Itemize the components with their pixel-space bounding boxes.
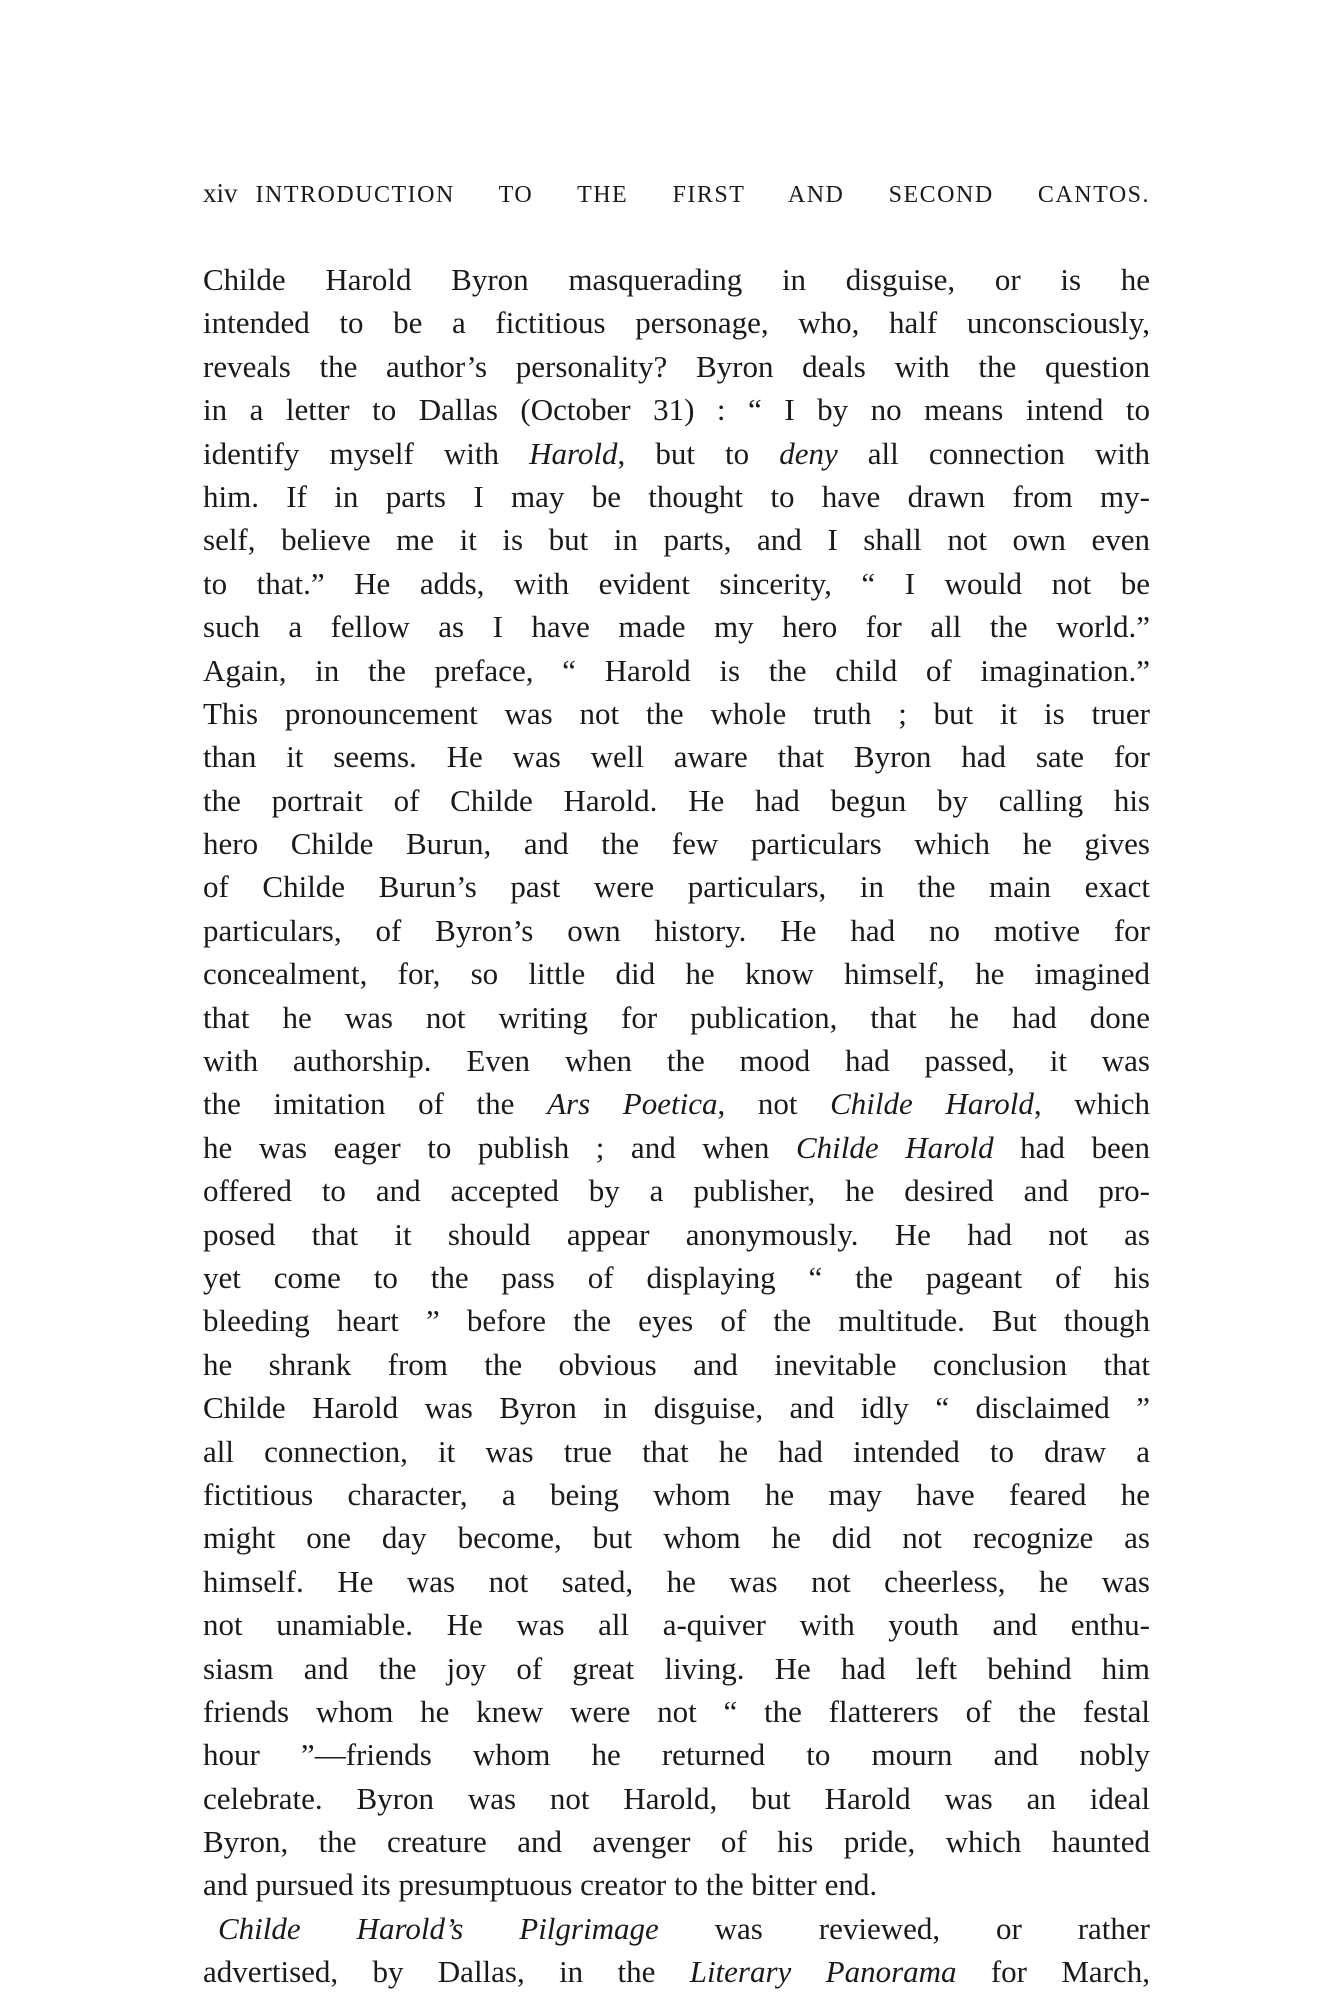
text-line xyxy=(203,779,1150,822)
text-line xyxy=(203,475,1150,518)
text-line xyxy=(203,865,1150,908)
text-segment: for March, xyxy=(956,1954,1150,1990)
text-segment: Byron, the creature and avenger of his pride, which haunted xyxy=(203,1824,1150,1860)
text-line xyxy=(203,1733,1150,1776)
text-line xyxy=(203,1473,1150,1516)
text-line xyxy=(203,692,1150,735)
text-segment: hour ”—friends whom he returned to mourn and nobly xyxy=(203,1737,1150,1773)
text-segment: advertised, by Dallas, in the xyxy=(203,1954,690,1990)
text-segment: friends whom he knew were not “ the flatterers of the festal xyxy=(203,1693,1150,1729)
text-segment: the portrait of Childe Harold. He had begun by calling his xyxy=(203,782,1150,818)
text-segment: in a letter to Dallas (October 31) : “ I by no means intend to xyxy=(203,392,1150,428)
text-segment: that he was not writing for publication, that he had done xyxy=(203,999,1150,1035)
text-line xyxy=(203,1647,1150,1690)
text-line xyxy=(203,518,1150,561)
text-segment: intended to be a fictitious personage, who, half unconsciously, xyxy=(203,305,1150,341)
text-line xyxy=(203,1039,1150,1082)
text-segment: Childe Harold was Byron in disguise, and idly “ disclaimed ” xyxy=(203,1390,1150,1426)
text-line xyxy=(203,822,1150,865)
italic-title: Literary Panorama xyxy=(689,1954,957,1990)
text-segment: particulars, of Byron’s own history. He had no motive for xyxy=(203,912,1150,948)
italic-title: Harold xyxy=(529,435,618,471)
running-title: INTRODUCTION TO THE FIRST AND SECOND CANTOS. xyxy=(255,182,1150,208)
text-segment: such a fellow as I have made my hero for all the world.” xyxy=(203,609,1150,645)
text-segment: , which xyxy=(1033,1086,1150,1122)
text-segment: with authorship. Even when the mood had passed, it was xyxy=(203,1043,1150,1079)
text-line xyxy=(203,952,1150,995)
text-line xyxy=(203,649,1150,692)
text-line xyxy=(203,432,1150,475)
text-segment: himself. He was not sated, he was not cheerless, he was xyxy=(203,1563,1150,1599)
text-segment: This pronouncement was not the whole truth ; but it is truer xyxy=(203,695,1150,731)
text-line xyxy=(203,1126,1150,1169)
text-segment: celebrate. Byron was not Harold, but Harold was an ideal xyxy=(203,1780,1150,1816)
text-line xyxy=(203,301,1150,344)
text-line xyxy=(203,1950,1150,1993)
text-segment: all connection, it was true that he had intended to draw a xyxy=(203,1433,1150,1469)
text-line xyxy=(203,1299,1150,1342)
text-line xyxy=(203,1777,1150,1820)
text-segment: posed that it should appear anonymously. He had not as xyxy=(203,1216,1150,1252)
text-line xyxy=(203,1343,1150,1386)
text-line xyxy=(203,388,1150,431)
text-segment: him. If in parts I may be thought to have drawn from my- xyxy=(203,478,1150,514)
text-segment: was reviewed, or rather xyxy=(658,1910,1150,1946)
text-segment: reveals the author’s personality? Byron deals with the question xyxy=(203,348,1150,384)
text-segment: , but to xyxy=(617,435,780,471)
text-line xyxy=(203,1690,1150,1733)
text-segment: might one day become, but whom he did not recognize as xyxy=(203,1520,1150,1556)
text-segment: of Childe Burun’s past were particulars, in the main exact xyxy=(203,869,1150,905)
text-line xyxy=(203,562,1150,605)
text-line xyxy=(203,996,1150,1039)
text-line xyxy=(203,1560,1150,1603)
italic-title: Childe Harold xyxy=(830,1086,1034,1122)
text-line xyxy=(203,1516,1150,1559)
text-line xyxy=(203,1863,1150,1906)
text-line xyxy=(203,605,1150,648)
text-line xyxy=(203,1907,1150,1950)
text-line xyxy=(203,1820,1150,1863)
italic-title: Ars Poetica xyxy=(547,1086,718,1122)
text-segment: all connection with xyxy=(837,435,1151,471)
body-text xyxy=(203,258,1150,1994)
text-segment: had been xyxy=(993,1129,1151,1165)
page-number: xiv xyxy=(203,178,238,208)
text-segment: offered to and accepted by a publisher, he desired and pro- xyxy=(203,1173,1150,1209)
text-segment: Again, in the preface, “ Harold is the child of imagination.” xyxy=(203,652,1150,688)
text-line xyxy=(203,1082,1150,1125)
text-segment: than it seems. He was well aware that Byron had sate for xyxy=(203,739,1150,775)
text-line xyxy=(203,1256,1150,1299)
text-segment: Childe Harold Byron masquerading in disguise, or is he xyxy=(203,262,1150,297)
text-segment: concealment, for, so little did he know himself, he imagined xyxy=(203,956,1150,992)
text-line xyxy=(203,735,1150,778)
text-segment: self, believe me it is but in parts, and I shall not own even xyxy=(203,522,1150,558)
text-segment: siasm and the joy of great living. He had left behind him xyxy=(203,1650,1150,1686)
text-segment: hero Childe Burun, and the few particulars which he gives xyxy=(203,826,1150,862)
text-line xyxy=(203,1603,1150,1646)
text-line xyxy=(203,909,1150,952)
italic-title: Childe Harold xyxy=(795,1129,994,1165)
text-segment: he shrank from the obvious and inevitable conclusion that xyxy=(203,1346,1150,1382)
text-segment: fictitious character, a being whom he may have feared he xyxy=(203,1476,1150,1512)
text-line xyxy=(203,1169,1150,1212)
running-header xyxy=(203,178,1150,209)
text-segment: and pursued its presumptuous creator to the bitter end. xyxy=(203,1867,878,1903)
text-line xyxy=(203,258,1150,301)
text-line xyxy=(203,1386,1150,1429)
text-segment: identify myself with xyxy=(203,435,530,471)
text-line xyxy=(203,1213,1150,1256)
text-segment: not unamiable. He was all a-quiver with youth and enthu- xyxy=(203,1607,1150,1643)
text-segment: , not xyxy=(717,1086,831,1122)
text-segment: he was eager to publish ; and when xyxy=(203,1129,796,1165)
text-segment: bleeding heart ” before the eyes of the multitude. But though xyxy=(203,1303,1150,1339)
text-line xyxy=(203,345,1150,388)
text-segment: yet come to the pass of displaying “ the pageant of his xyxy=(203,1259,1150,1295)
text-segment: to that.” He adds, with evident sincerity, “ I would not be xyxy=(203,565,1150,601)
text-segment: the imitation of the xyxy=(203,1086,548,1122)
italic-title: deny xyxy=(779,435,838,471)
italic-title: Childe Harold’s Pilgrimage xyxy=(218,1910,659,1946)
text-line xyxy=(203,1430,1150,1473)
